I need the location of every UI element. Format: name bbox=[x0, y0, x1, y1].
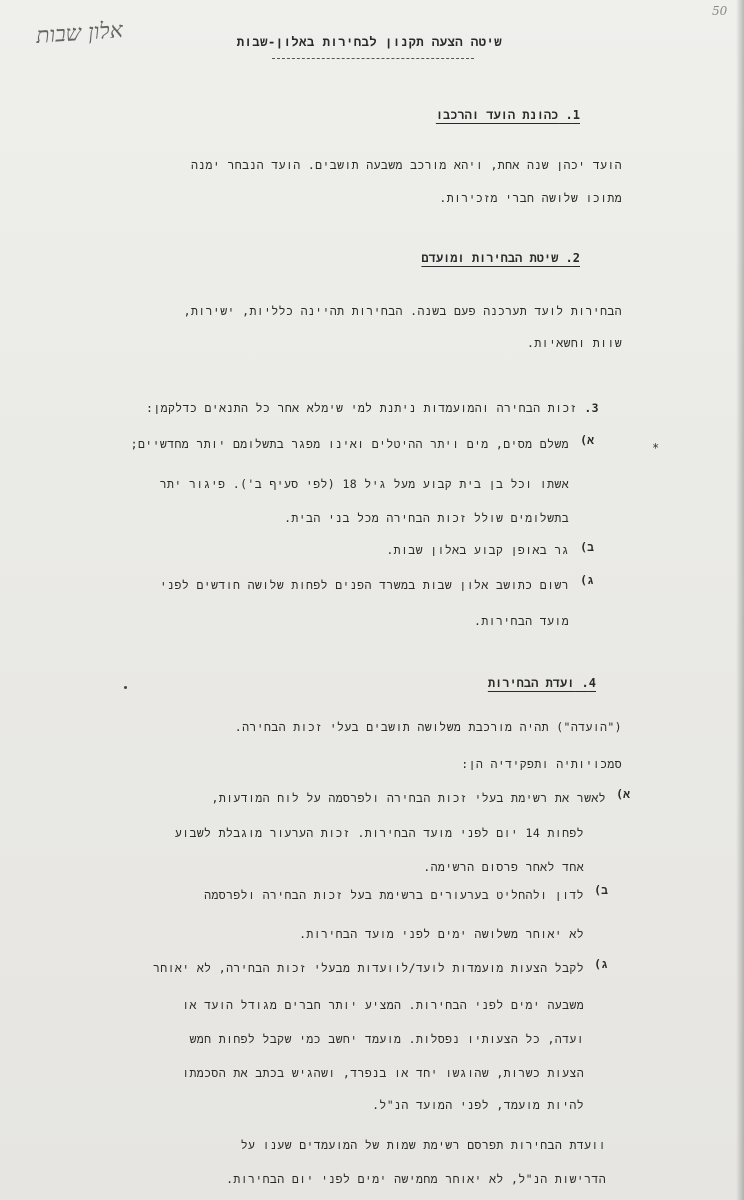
section-3-intro bbox=[146, 401, 599, 416]
title-underline bbox=[272, 58, 474, 59]
section-4-title: ועדת הבחירות bbox=[487, 676, 575, 690]
section-4-item-b-mark: ב) bbox=[594, 883, 608, 897]
section-4-intro-line-2: סמכויותיה ותפקידיה הן: bbox=[461, 757, 622, 771]
section-3-number: 3. bbox=[584, 401, 599, 415]
scan-edge-shadow bbox=[736, 0, 744, 1200]
section-4-item-c-line-5: להיות מועמד, לפני המועד הנ"ל. bbox=[372, 1098, 584, 1112]
section-4-intro-line-1: ("הועדה") תהיה מורכבת משלושה תושבים בעלי זכות הבחירה. bbox=[234, 720, 622, 734]
section-3-intro-text: זכות הבחירה והמועמדות ניתנת למי שימלא אחר כל התנאים כדלקמן: bbox=[146, 401, 578, 415]
section-4-number: 4. bbox=[581, 676, 596, 690]
section-2-line-2: שוות וחשאיות. bbox=[527, 336, 622, 350]
section-4-item-b-line-2: לא יאוחר משלושה ימים לפני מועד הבחירות. bbox=[299, 927, 584, 941]
section-4-item-c-line-2: משבעה ימים לפני הבחירות. המציע יותר חברים מגודל הועד או bbox=[182, 998, 584, 1012]
section-2-line-1: הבחירות לועד תערכנה פעם בשנה. הבחירות תהיינה כלליות, ישירות, bbox=[183, 304, 622, 318]
section-4-item-a-line-1: לאשר את רשימת בעלי זכות הבחירה ולפרסמה על לוח המודעות, bbox=[211, 791, 606, 805]
section-3-item-a-line-2: אשתו וכל בן בית קבוע מעל גיל 18 (לפי סעיף ב'). פיגור יתר bbox=[159, 477, 569, 491]
section-4-heading bbox=[488, 676, 596, 691]
section-4-item-c-mark: ג) bbox=[594, 957, 608, 971]
section-4-item-c-line-4: הצעות כשרות, שהוגשו יחד או בנפרד, ושהגיש בכתב את הסכמתו bbox=[182, 1066, 584, 1080]
section-3-item-a-mark: א) bbox=[580, 433, 594, 447]
section-4-item-b-line-1: לדון ולהחליט בערעורים ברשימת בעל זכות הבחירה ולפרסמה bbox=[204, 888, 584, 902]
section-4-item-a-line-2: לפחות 14 יום לפני מועד הבחירות. זכות הערעור מוגבלת לשבוע bbox=[174, 826, 584, 840]
section-1-heading bbox=[436, 108, 580, 123]
section-3-item-b-mark: ב) bbox=[580, 540, 594, 554]
section-4-item-c-line-3: ועדה, כל הצעותיו נפסלות. מועמד יחשב כמי שקבל לפחות חמש bbox=[189, 1032, 584, 1046]
section-4-closing-line-1: וועדת הבחירות תפרסם רשימת שמות של המועמדים שענו על bbox=[240, 1138, 606, 1152]
section-3-item-c-line-2: מועד הבחירות. bbox=[474, 614, 569, 628]
section-2-title: שיטת הבחירות ומועדם bbox=[421, 251, 559, 265]
ink-speck bbox=[124, 686, 127, 689]
section-3-item-a-line-3: בתשלומים שולל זכות הבחירה מכל בני הבית. bbox=[284, 511, 569, 525]
section-3-item-b-line-1: גר באופן קבוע באלון שבות. bbox=[386, 543, 569, 557]
section-3-item-c-mark: ג) bbox=[580, 573, 594, 587]
handwritten-page-number: 50 bbox=[712, 4, 728, 18]
section-1-title: כהונת הועד והרכבו bbox=[435, 108, 559, 122]
section-4-closing-line-2: הדרישות הנ"ל, לא יאוחר מחמישה ימים לפני יום הבחירות. bbox=[226, 1172, 606, 1186]
handwritten-note: אלון שבות bbox=[35, 17, 124, 50]
section-1-line-2: מתוכו שלושה חברי מזכירות. bbox=[439, 191, 622, 205]
section-4-item-a-mark: א) bbox=[616, 787, 630, 801]
section-4-item-c-line-1: לקבל הצעות מועמדות לועד/לוועדות מבעלי זכות הבחירה, לא יאוחר bbox=[153, 961, 584, 975]
section-2-heading bbox=[421, 251, 580, 266]
section-1-line-1: הועד יכהן שנה אחת, ויהא מורכב משבעה תושבים. הועד הנבחר ימנה bbox=[190, 158, 622, 172]
stray-mark: * bbox=[652, 441, 660, 455]
document-title: שיטה הצעה תקנון לבחירות באלון-שבות bbox=[236, 34, 502, 49]
section-3-item-c-line-1: רשום כתושב אלון שבות במשרד הפנים לפחות שלושה חודשים לפני bbox=[159, 578, 569, 592]
section-3-item-a-line-1: משלם מסים, מים ויתר ההיטלים ואינו מפגר בתשלומם יותר מחדשיים; bbox=[130, 437, 569, 451]
section-1-number: 1. bbox=[565, 108, 580, 122]
section-4-item-a-line-3: אחד לאחר פרסום הרשימה. bbox=[423, 860, 584, 874]
section-2-number: 2. bbox=[565, 251, 580, 265]
